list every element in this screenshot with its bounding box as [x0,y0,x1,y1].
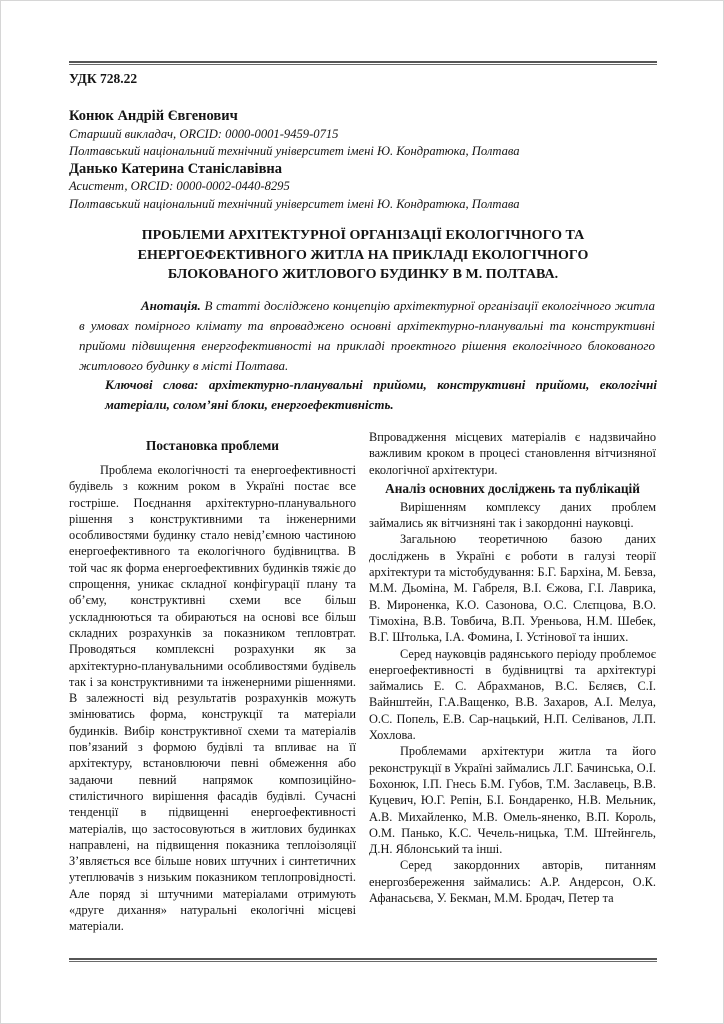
abstract-label: Анотація. [141,298,201,313]
paragraph: Проблема екологічності та енергоефективності будівель з кожним роком в Україні постає все гостріше. Поєднання архітектурно-планувального рішення з конструктивними та інженерними особливостями будинку стало невід’ємною частиною енергоефективного та екологічного будівництва. В той час як форма енергоефективних будинків тяжіє до спрощення, уникає складної конфігурації плану та об’єму, конструктивні схеми все більш ускладнюються та обираються на основі все більш складних розрахунків за показником тепловтрат. Проводяться комплексні розрахунки як за архітектурно-планувальними особливостями будівель так і за конструктивними та інженерними рішеннями. В залежності від результатів розрахунків можуть змінюватись форма, конструкції та матеріали будинків. Вибір конструктивної схеми та матеріалів пов’язаний з формою будівлі та впливає на її архітектуру, встановлюючи певні обмеження або задаючи певний напрямок композиційно-стилістичного вирішення фасадів будівлі. Сучасні тенденції в підвищенні енергоефективності матеріалів, що застосовуються в житлових будинках направлені, на підвищення показника теплоізоляції З’являється все більше нових штучних і синтетичних утеплювачів з низьким показником теплопровідності. Але поряд зі штучними матеріалами отримують «друге дихання» натуральні екологічні місцеві матеріали. [69,463,356,934]
udc-code: УДК 728.22 [69,71,138,86]
paragraph-continuation: Впровадження місцевих матеріалів є надзвичайно важливим кроком в процесі становлення вітчизняної екологічної архітектури. [369,430,656,477]
paragraph: Проблемами архітектури житла та його реконструкції в Україні займались Л.Г. Бачинська, О.І. Бохонюк, І.П. Гнесь Б.М. Губов, Т.М. Заславець, В.В. Куцевич, Ю.Г. Репін, Б.І. Бондаренко, Н.В. Мельник, А.В. Михайленко, М.В. Омель-яненко, В.П. Король, О.М. Панько, К.С. Чечель-ницька, Т.М. Штейнгель, Д.Н. Яблонський та інші. [369,744,656,857]
author-affiliation: Полтавський національний технічний університет імені Ю. Кондратюка, Полтава [69,144,520,158]
abstract-text: В статті досліджено концепцію архітектурної організації екологічного житла в умовах помірного клімату та впроваджено основні архітектурно-планувальні та конструктивні прийоми підвищення енергофективності на прикладі проектного рішення екологічного блокованого житлового будинку в місті Полтава. [79,298,655,373]
author-role: Асистент, ORCID: 0000-0002-0440-8295 [69,179,290,193]
keywords [105,375,657,414]
section-heading-problem-statement: Постановка проблеми [146,438,279,453]
author-block [69,108,657,213]
paragraph: Серед науковців радянського періоду проблемоє енергоефективності в будівництві та архітектурі займались Е. С. Абрахманов, В.С. Бєляєв, С.І. Вайнштейн, Г.А.Ващенко, В.В. Захаров, А.І. Мелуа, О.С. Попель, Е.В. Сар-нацький, Н.П. Селіванов, Л.П. Хохлова. [369,646,656,743]
paragraph: Вирішенням комплексу даних проблем займались як вітчизняні так і закордонні науковці. [369,499,656,531]
keywords-label: Ключові слова: [105,377,199,392]
paragraph: Загальною теоретичною базою даних досліджень в Україні є роботи в галузі теорії архітектури та містобудування: Б.Г. Бархіна, М. Бевза, М.М. Дьоміна, М. Габреля, В.І. Єжова, Г.І. Лаврика, В. Мироненка, К.О. Сазонова, О.С. Слєпцова, В.О. Тімохіна, В.В. Товбича, В.П. Уреньова, Н.М. Шебек, В.Г. Штолька, І.А. Фомина, І. Устінової та інших. [369,532,656,645]
author-name: Данько Катерина Станіславівна [69,160,283,177]
section-heading-analysis: Аналіз основних досліджень та публікацій [385,480,640,496]
article-title: ПРОБЛЕМИ АРХІТЕКТУРНОЇ ОРГАНІЗАЦІЇ ЕКОЛОГІЧНОГО ТА ЕНЕРГОЕФЕКТИВНОГО ЖИТЛА НА ПРИКЛАДІ ЕКОЛОГІЧНОГО БЛОКОВАНОГО ЖИТЛОВОГО БУДИНКУ В М. ПОЛТАВА. [137,228,589,282]
author-affiliation: Полтавський національний технічний університет імені Ю. Кондратюка, Полтава [69,196,520,211]
author-role: Старший викладач, ORCID: 0000-0001-9459-0715 [69,126,339,141]
right-column [369,429,656,935]
abstract [79,296,655,376]
paragraph: Серед закордонних авторів, питанням енергозбереження займались: А.Р. Андерсон, О.К. Афанасьєва, У. Бекман, М.М. Бродач, Петер та [369,858,656,906]
keywords-text: архітектурно-планувальні прийоми, конструктивні прийоми, екологічні матеріали, солом’яні блоки, енергоефективність. [105,377,657,412]
top-rule [69,61,657,65]
bottom-rule [69,958,657,962]
author-name: Конюк Андрій Євгенович [69,108,238,124]
left-column [69,429,356,935]
two-column-body [69,429,657,935]
